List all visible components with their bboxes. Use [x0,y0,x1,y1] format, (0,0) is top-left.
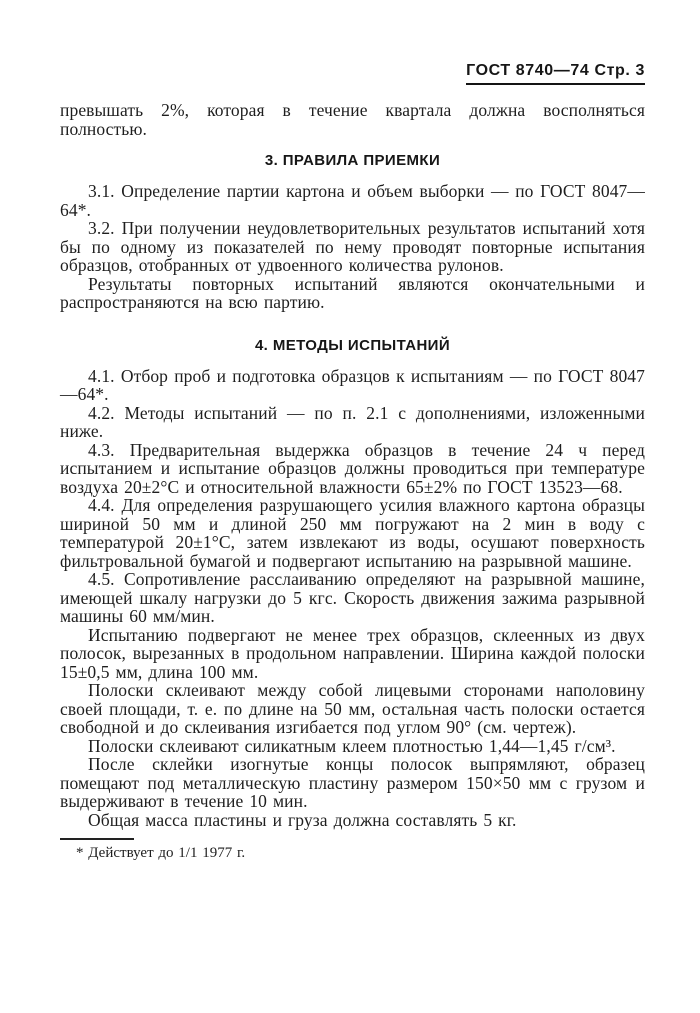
paragraph-4-5-plate: После склейки изогнутые концы полосок выпрямляют, образец помещают под металлическую пластину размером 150×50 мм с грузом и выдерживают в течение 10 мин. [60,754,645,811]
paragraph-continuation: превышать 2%, которая в течение квартала должна восполняться полностью. [60,100,645,139]
paragraph-4-4: 4.4. Для определения разрушающего усилия влажного картона образцы шириной 50 мм и длиной 250 мм погружают на 2 мин в воду с температурой 20±1°С, затем извлекают из воды, осушают поверхность фильтровальной бумагой и подвергают испытанию на разрывной машине. [60,495,645,571]
footnote-text: * Действует до 1/1 1977 г. [76,845,246,861]
paragraph-4-5-mass: Общая масса пластины и груза должна составлять 5 кг. [88,809,517,830]
paragraph-4-3: 4.3. Предварительная выдержка образцов в течение 24 ч перед испытанием и испытание образцов должны проводиться при температуре воздуха 20±2°С и относительной влажности 65±2% по ГОСТ 13523—68. [60,439,645,497]
footnote [60,838,645,862]
paragraph-4-2: 4.2. Методы испытаний — по п. 2.1 с дополнениями, изложенными ниже. [60,402,645,441]
section-heading-test-methods: 4. МЕТОДЫ ИСПЫТАНИЙ [254,336,451,354]
paragraph-3-2-note: Результаты повторных испытаний являются окончательными и распространяются на всю партию. [60,273,645,312]
paragraph-3-1: 3.1. Определение партии картона и объем выборки — по ГОСТ 8047—64*. [60,181,645,220]
paragraph-4-5: 4.5. Сопротивление расслаиванию определяют на разрывной машине, имеющей шкалу нагрузки до 5 кгс. Скорость движения зажима разрывной машины 60 мм/мин. [60,569,645,626]
paragraph-4-1: 4.1. Отбор проб и подготовка образцов к испытаниям — по ГОСТ 8047—64*. [60,365,645,404]
page-header [60,62,645,85]
paragraph-4-5-samples: Испытанию подвергают не менее трех образцов, склеенных из двух полосок, вырезанных в продольном направлении. Ширина каждой полоски 15±0,5 мм, длина 100 мм. [60,624,645,682]
paragraph-4-5-glue-density: Полоски склеивают силикатным клеем плотностью 1,44—1,45 г/см³. [88,735,616,756]
footnote-divider [60,838,134,840]
standard-reference: ГОСТ 8740—74 Стр. 3 [466,62,645,85]
paragraph-4-5-gluing: Полоски склеивают между собой лицевыми сторонами наполовину своей площади, т. е. по длине на 50 мм, остальная часть полоски остается свободной и до склеивания изгибается под углом 90° (см. чертеж). [60,680,645,737]
section-heading-acceptance-rules: 3. ПРАВИЛА ПРИЕМКИ [264,152,441,169]
paragraph-3-2: 3.2. При получении неудовлетворительных результатов испытаний хотя бы по одному из показателей по нему проводят повторные испытания образцов, отобранных от удвоенного количества рулонов. [60,218,645,275]
